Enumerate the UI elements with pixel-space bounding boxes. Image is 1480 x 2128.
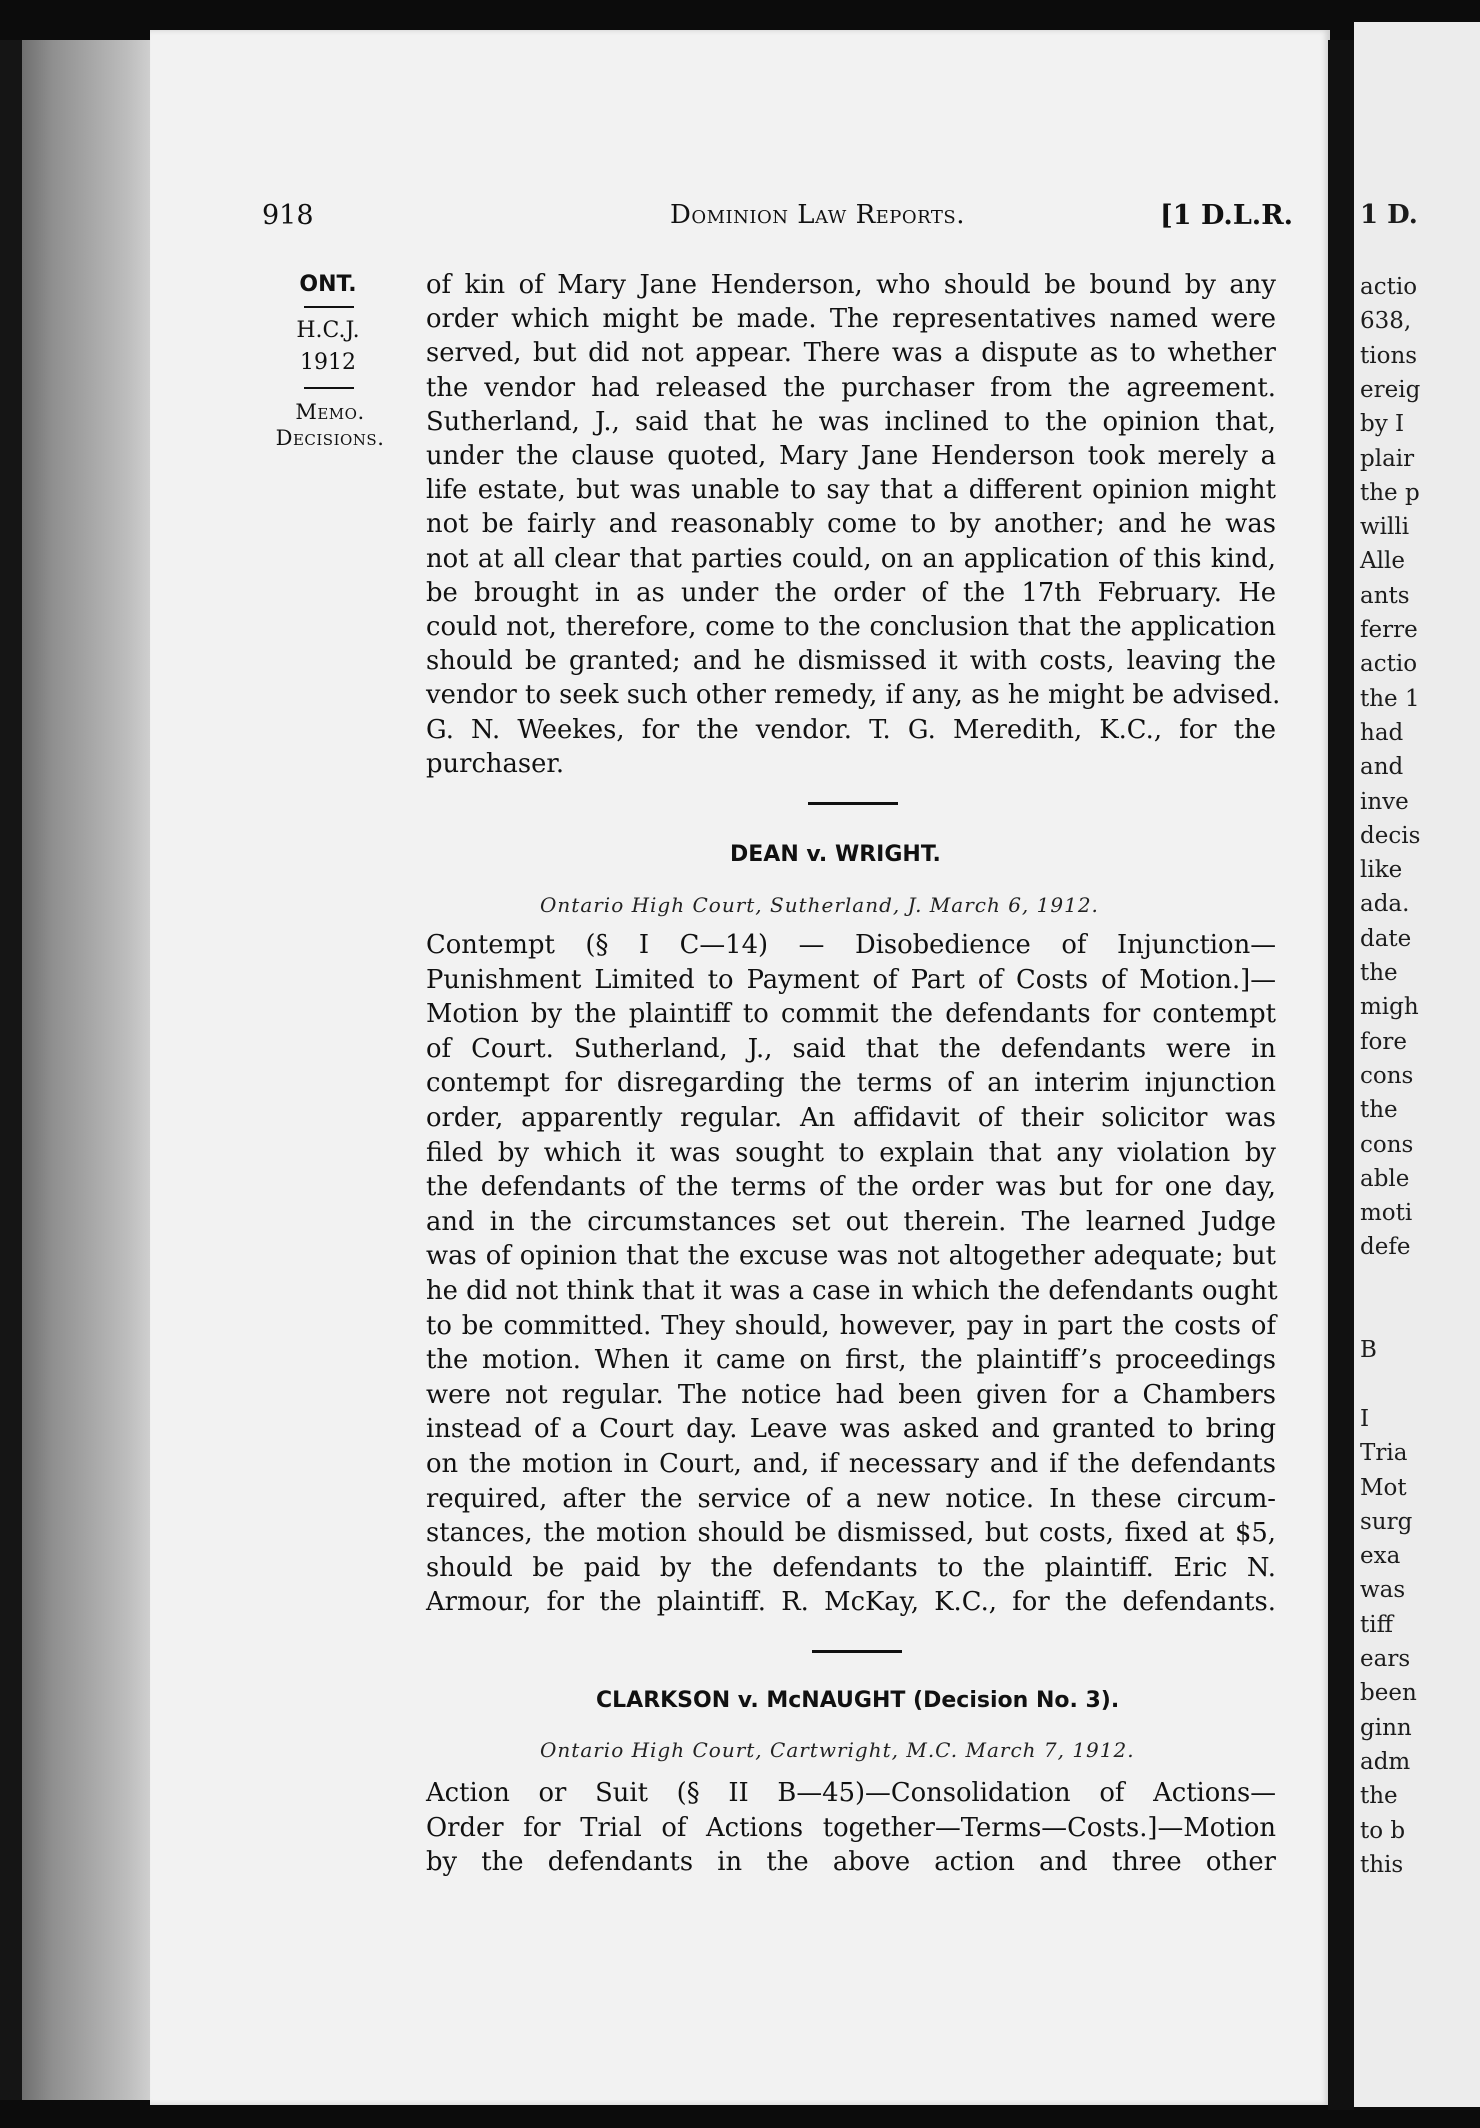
- facing-text-fragment: defe: [1360, 1234, 1411, 1261]
- facing-text-fragment: adm: [1360, 1748, 1411, 1775]
- text-line: on the motion in Court, and, if necessary and if the defendants: [426, 1449, 1276, 1479]
- facing-text-fragment: surg: [1360, 1508, 1413, 1535]
- text-line: the motion. When it came on first, the plaintiff’s proceedings: [426, 1345, 1276, 1376]
- text-line: was of opinion that the excuse was not altogether adequate; but: [426, 1241, 1276, 1272]
- facing-text-fragment: was: [1360, 1577, 1406, 1604]
- facing-text-fragment: B: [1360, 1337, 1377, 1364]
- text-line: of kin of Mary Jane Henderson, who should be bound by any: [426, 270, 1276, 300]
- text-line: purchaser.: [426, 748, 565, 779]
- text-line: Motion by the plaintiff to commit the defendants for contempt: [426, 999, 1276, 1030]
- facing-text-fragment: moti: [1360, 1200, 1413, 1227]
- text-line: Action or Suit (§ II B—45)—Consolidation of Actions—: [426, 1778, 1276, 1808]
- facing-text-fragment: to b: [1360, 1817, 1406, 1844]
- text-line: stances, the motion should be dismissed, but costs, fixed at $5,: [426, 1518, 1276, 1549]
- facing-text-fragment: been: [1360, 1680, 1417, 1707]
- facing-header: 1 D.: [1360, 200, 1418, 230]
- text-line: Punishment Limited to Payment of Part of Costs of Motion.]—: [426, 964, 1276, 995]
- facing-text-fragment: the: [1360, 1783, 1398, 1810]
- book-spine: [0, 40, 150, 2100]
- margin-court: H.C.J.: [296, 318, 360, 343]
- facing-text-fragment: ears: [1360, 1646, 1411, 1672]
- facing-text-fragment: Mot: [1360, 1474, 1407, 1501]
- text-line: be brought in as under the order of the 17th February. He: [426, 577, 1276, 608]
- text-line: should be paid by the defendants to the plaintiff. Eric N.: [426, 1552, 1276, 1583]
- facing-text-fragment: willi: [1360, 514, 1410, 541]
- facing-text-fragment: inve: [1360, 788, 1409, 815]
- facing-text-fragment: cons: [1360, 1062, 1414, 1089]
- text-line: and in the circumstances set out therein. The learned Judge: [426, 1206, 1276, 1237]
- case-title-dean-v-wright: DEAN v. WRIGHT.: [730, 842, 941, 867]
- facing-text-fragment: this: [1360, 1851, 1404, 1878]
- text-line: order, apparently regular. An affidavit of their solicitor was: [426, 1103, 1276, 1133]
- margin-year: 1912: [300, 350, 356, 375]
- text-line: the vendor had released the purchaser from the agreement.: [426, 372, 1276, 403]
- facing-text-fragment: the p: [1360, 479, 1420, 506]
- facing-text-fragment: the: [1360, 960, 1398, 986]
- facing-text-fragment: migh: [1360, 994, 1419, 1021]
- facing-text-fragment: I: [1360, 1405, 1370, 1432]
- facing-text-fragment: plair: [1360, 445, 1415, 472]
- facing-text-fragment: ferre: [1360, 617, 1418, 643]
- section-rule: [812, 1650, 902, 1653]
- section-rule: [808, 802, 898, 805]
- facing-text-fragment: decis: [1360, 822, 1421, 849]
- margin-rule: [304, 306, 354, 308]
- facing-text-fragment: Tria: [1360, 1440, 1408, 1467]
- text-line: filed by which it was sought to explain that any violation by: [426, 1137, 1276, 1168]
- text-line: under the clause quoted, Mary Jane Henderson took merely a: [426, 441, 1276, 471]
- page-number: 918: [262, 200, 314, 231]
- text-line: life estate, but was unable to say that a different opinion might: [426, 475, 1276, 506]
- facing-text-fragment: able: [1360, 1165, 1410, 1192]
- facing-text-fragment: the 1: [1360, 685, 1420, 712]
- text-line: should be granted; and he dismissed it with costs, leaving the: [426, 646, 1276, 677]
- text-line: he did not think that it was a case in which the defendants ought: [426, 1276, 1278, 1306]
- text-line: instead of a Court day. Leave was asked and granted to bring: [426, 1414, 1276, 1445]
- text-line: could not, therefore, come to the conclusion that the application: [426, 612, 1276, 642]
- case-court-line: Ontario High Court, Sutherland, J. March 6, 1912.: [540, 893, 1099, 917]
- facing-text-fragment: ereig: [1360, 376, 1421, 403]
- text-line: Contempt (§ I C—14) — Disobedience of Injunction—: [426, 930, 1276, 960]
- facing-text-fragment: actio: [1360, 651, 1418, 678]
- text-line: served, but did not appear. There was a dispute as to whether: [426, 338, 1276, 369]
- text-line: the defendants of the terms of the order was but for one day,: [426, 1172, 1276, 1203]
- text-line: Order for Trial of Actions together—Terms—Costs.]—Motion: [426, 1812, 1276, 1843]
- facing-text-fragment: tiff: [1360, 1611, 1393, 1638]
- text-line: Armour, for the plaintiff. R. McKay, K.C., for the defendants.: [426, 1587, 1276, 1618]
- text-line: contempt for disregarding the terms of an interim injunction: [426, 1068, 1276, 1099]
- facing-text-fragment: ginn: [1360, 1714, 1412, 1741]
- facing-text-fragment: the: [1360, 1097, 1398, 1124]
- facing-text-fragment: Alle: [1360, 548, 1405, 575]
- text-line: not at all clear that parties could, on an application of this kind,: [426, 543, 1276, 574]
- facing-text-fragment: cons: [1360, 1131, 1414, 1158]
- text-line: G. N. Weekes, for the vendor. T. G. Meredith, K.C., for the: [426, 714, 1276, 745]
- facing-text-fragment: date: [1360, 925, 1412, 952]
- text-line: to be committed. They should, however, pay in part the costs of: [426, 1310, 1276, 1341]
- facing-text-fragment: exa: [1360, 1543, 1401, 1570]
- case-title-clarkson-v-mcnaught: CLARKSON v. McNAUGHT (Decision No. 3).: [596, 1688, 1120, 1713]
- facing-text-fragment: ada.: [1360, 891, 1410, 918]
- facing-text-fragment: 638,: [1360, 308, 1412, 335]
- text-line: by the defendants in the above action and three other: [426, 1847, 1276, 1877]
- facing-text-fragment: actio: [1360, 274, 1418, 300]
- margin-province: ONT.: [299, 272, 357, 297]
- facing-text-fragment: had: [1360, 719, 1404, 746]
- text-line: order which might be made. The representatives named were: [426, 304, 1276, 335]
- text-line: vendor to seek such other remedy, if any, as he might be advised.: [426, 680, 1281, 711]
- page-gutter: [1328, 40, 1354, 2110]
- text-line: were not regular. The notice had been given for a Chambers: [426, 1379, 1276, 1410]
- case-court-line: Ontario High Court, Cartwright, M.C. March 7, 1912.: [540, 1738, 1135, 1762]
- facing-text-fragment: and: [1360, 754, 1404, 781]
- text-line: of Court. Sutherland, J., said that the defendants were in: [426, 1033, 1276, 1064]
- margin-decisions: Decisions.: [275, 426, 385, 450]
- text-line: not be fairly and reasonably come to by another; and he was: [426, 509, 1276, 540]
- text-line: required, after the service of a new notice. In these circum-: [426, 1483, 1276, 1514]
- facing-text-fragment: by I: [1360, 411, 1405, 438]
- facing-text-fragment: ants: [1360, 582, 1410, 609]
- facing-text-fragment: fore: [1360, 1028, 1407, 1055]
- facing-text-fragment: tions: [1360, 342, 1418, 369]
- margin-rule: [304, 387, 354, 389]
- margin-memo: Memo.: [295, 400, 365, 424]
- facing-text-fragment: like: [1360, 857, 1403, 884]
- page-right-fragment: [1354, 22, 1480, 2107]
- volume-reference: [1 D.L.R.: [1160, 200, 1294, 231]
- text-line: Sutherland, J., said that he was inclined to the opinion that,: [426, 406, 1276, 437]
- book-edge: [0, 40, 22, 2100]
- running-title: Dominion Law Reports.: [670, 200, 965, 230]
